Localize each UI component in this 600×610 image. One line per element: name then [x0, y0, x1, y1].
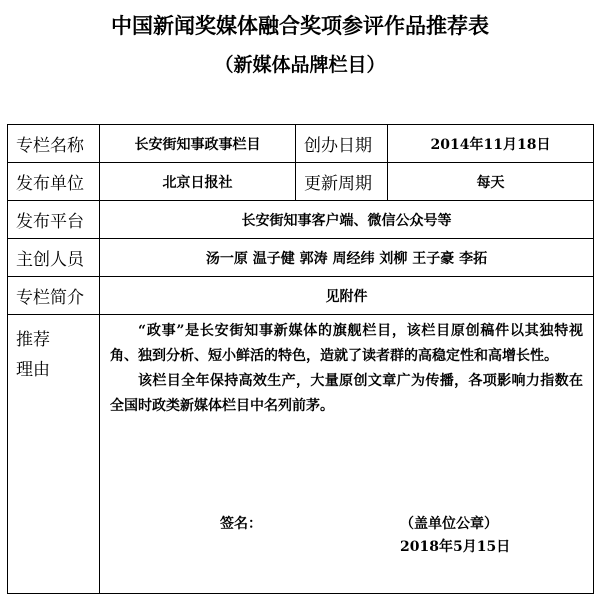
table-row — [8, 239, 594, 277]
stamp-label: （盖单位公章） — [400, 516, 498, 532]
table-row — [8, 125, 594, 163]
creators-label: 主创人员 — [8, 239, 100, 277]
table-row — [8, 163, 594, 201]
intro-value: 见附件 — [100, 277, 594, 315]
creators-value: 汤一原 温子健 郭涛 周经纬 刘柳 王子豪 李拓 — [100, 239, 594, 277]
reason-paragraph-2: 该栏目全年保持高效生产，大量原创文章广为传播，各项影响力指数在全国时政类新媒体栏目中名列前茅。 — [110, 373, 583, 414]
reason-label-line2: 理由 — [16, 360, 50, 380]
table-row — [8, 315, 594, 594]
founded-date-value: 2014年11月18日 — [388, 125, 594, 163]
reason-label-line1: 推荐 — [16, 330, 50, 350]
reason-content — [100, 315, 594, 594]
signature-label: 签名： — [220, 516, 262, 532]
column-name-value: 长安街知事政事栏目 — [100, 125, 296, 163]
table-row — [8, 277, 594, 315]
table-row — [8, 201, 594, 239]
page-subtitle: （新媒体品牌栏目） — [214, 54, 386, 76]
founded-date-label: 创办日期 — [296, 125, 388, 163]
reason-paragraph-1: “政事”是长安街知事新媒体的旗舰栏目，该栏目原创稿件以其独特视角、独到分析、短小鲜活的特色，造就了读者群的高稳定性和高增长性。 — [110, 323, 583, 364]
platform-label: 发布平台 — [8, 201, 100, 239]
page-title: 中国新闻奖媒体融合奖项参评作品推荐表 — [111, 13, 489, 38]
update-cycle-label: 更新周期 — [296, 163, 388, 201]
platform-value: 长安街知事客户端、微信公众号等 — [100, 201, 594, 239]
publisher-value: 北京日报社 — [100, 163, 296, 201]
reason-label — [8, 315, 100, 594]
intro-label: 专栏简介 — [8, 277, 100, 315]
update-cycle-value: 每天 — [388, 163, 594, 201]
sign-date: 2018年5月15日 — [400, 539, 511, 555]
publisher-label: 发布单位 — [8, 163, 100, 201]
recommendation-form-table — [7, 124, 594, 594]
column-name-label: 专栏名称 — [8, 125, 100, 163]
